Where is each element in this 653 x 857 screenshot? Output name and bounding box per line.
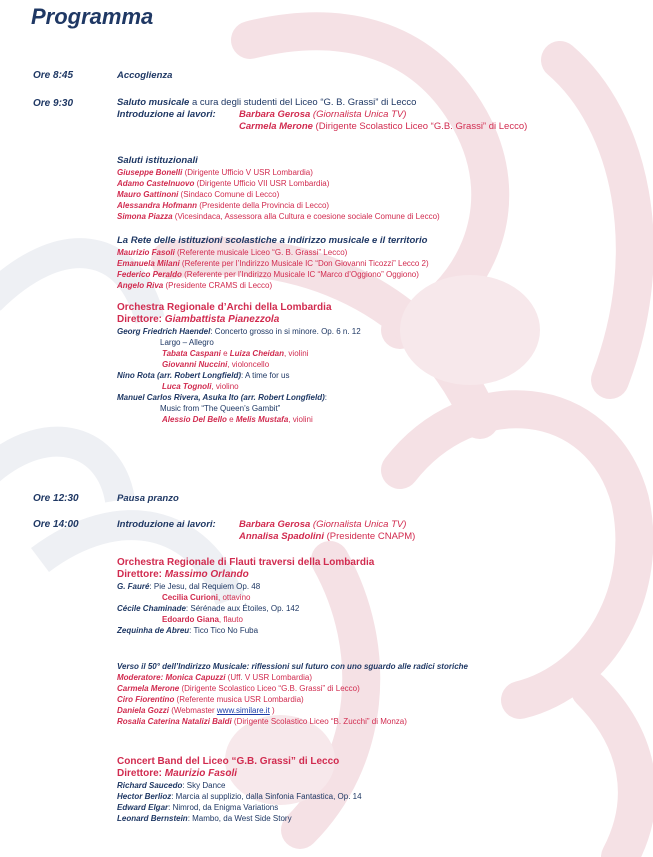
work-item: Nino Rota (arr. Robert Longfield): A time for us	[117, 371, 290, 380]
work-item: Hector Berlioz: Marcia al supplizio, dalla Sinfonia Fantastica, Op. 14	[117, 792, 362, 801]
saluti-heading: Saluti istituzionali	[117, 155, 198, 166]
concert-band-director: Direttore: Maurizio Fasoli	[117, 768, 238, 779]
saluto-item: Adamo Castelnuovo (Dirigente Ufficio VII USR Lombardia)	[117, 179, 330, 188]
time-1230: Ore 12:30	[33, 493, 79, 504]
saluti-istituzionali	[117, 155, 642, 222]
work-item: Leonard Bernstein: Mambo, da West Side Story	[117, 814, 292, 823]
orchestra-archi-director: Direttore: Giambattista Pianezzola	[117, 314, 280, 325]
saluto-item: Giuseppe Bonelli (Dirigente Ufficio V USR Lombardia)	[117, 168, 313, 177]
opening-block	[117, 97, 642, 133]
orchestra-flauti-name: Orchestra Regionale di Flauti traversi della Lombardia	[117, 557, 375, 568]
concert-band-name: Concert Band del Liceo “G.B. Grassi” di Lecco	[117, 756, 340, 767]
work-movement: Largo – Allegro	[160, 338, 214, 347]
rete-heading: La Rete delle istituzioni scolastiche a indirizzo musicale e il territorio	[117, 235, 428, 246]
tavola-rotonda	[117, 661, 642, 727]
rete-item: Angelo Riva (Presidente CRAMS di Lecco)	[117, 281, 273, 290]
rete-block	[117, 235, 642, 291]
saluto-musicale: Saluto musicale a cura degli studenti del Liceo “G. B. Grassi” di Lecco	[117, 97, 417, 108]
page-title: Programma	[31, 4, 154, 29]
accoglienza	[117, 70, 642, 82]
intro-lavori-1: Introduzione ai lavori: Barbara Gerosa (Giornalista Unica TV)	[117, 109, 407, 120]
time-0845: Ore 8:45	[33, 70, 74, 81]
pausa-label: Pausa pranzo	[117, 493, 179, 504]
orchestra-flauti-director: Direttore: Massimo Orlando	[117, 569, 249, 580]
performers: Tabata Caspani e Luiza Cheidan, violini	[162, 349, 309, 358]
time-0930: Ore 9:30	[33, 98, 74, 109]
work-subtitle: Music from “The Queen’s Gambit”	[160, 404, 281, 413]
tavola-heading: Verso il 50° dell’Indirizzo Musicale: riflessioni sul futuro con uno sguardo alle radici storiche	[117, 662, 468, 671]
performers: Luca Tognoli, violino	[162, 382, 239, 391]
work-item: Richard Saucedo: Sky Dance	[117, 781, 226, 790]
work-item: Edward Elgar: Nimrod, da Enigma Variations	[117, 803, 279, 812]
accoglienza-label: Accoglienza	[117, 70, 173, 81]
orchestra-archi-name: Orchestra Regionale d’Archi della Lombardia	[117, 302, 332, 313]
intro-lavori-2: Introduzione ai lavori: Barbara Gerosa (Giornalista Unica TV)	[117, 519, 407, 530]
work-item: Manuel Carlos Rivera, Asuka Ito (arr. Robert Longfield):	[117, 393, 327, 402]
time-1400: Ore 14:00	[33, 519, 79, 530]
performers: Edoardo Giana, flauto	[162, 615, 243, 624]
saluto-item: Mauro Gattinoni (Sindaco Comune di Lecco)	[117, 190, 280, 199]
rete-item: Emanuela Milani (Referente per l’Indirizzo Musicale IC “Don Giovanni Ticozzi” Lecco 2)	[117, 259, 429, 268]
rete-item: Maurizio Fasoli (Referente musicale Liceo “G. B. Grassi” Lecco)	[117, 248, 348, 257]
relatore-item: Rosalia Caterina Natalizi Baldi (Dirigente Scolastico Liceo “B. Zucchi” di Monza)	[117, 717, 407, 726]
orchestra-flauti	[117, 556, 642, 636]
performers: Alessio Del Bello e Melis Mustafa, violini	[162, 415, 313, 424]
rete-item: Federico Peraldo (Referente per l’Indirizzo Musicale IC “Marco d’Oggiono” Oggiono)	[117, 270, 419, 279]
intro-speaker-2b: Annalisa Spadolini (Presidente CNAPM)	[239, 531, 416, 542]
work-item: Georg Friedrich Haendel: Concerto grosso in si minore. Op. 6 n. 12	[117, 327, 361, 336]
similare-link[interactable]: www.similare.it	[216, 706, 270, 715]
afternoon-intro	[117, 519, 642, 543]
performers: Cecilia Curioni, ottavino	[162, 593, 251, 602]
saluto-item: Alessandra Hofmann (Presidente della Provincia di Lecco)	[117, 201, 330, 210]
orchestra-archi	[117, 301, 642, 425]
saluto-item: Simona Piazza (Vicesindaca, Assessora alla Cultura e coesione sociale Comune di Lecco)	[117, 212, 440, 221]
work-item: Zequinha de Abreu: Tico Tico No Fuba	[117, 626, 259, 635]
moderatore: Moderatore: Monica Capuzzi (Uff. V USR Lombardia)	[117, 673, 312, 682]
pausa	[117, 493, 642, 505]
performers: Giovanni Nuccini, violoncello	[162, 360, 270, 369]
relatore-item: Daniela Gozzi (Webmaster www.similare.it )	[117, 706, 275, 715]
concert-band	[117, 755, 642, 824]
relatore-item: Carmela Merone (Dirigente Scolastico Liceo “G.B. Grassi” di Lecco)	[117, 684, 360, 693]
intro-speaker-2: Carmela Merone (Dirigente Scolastico Liceo “G.B. Grassi” di Lecco)	[239, 121, 528, 132]
work-item: Cécile Chaminade: Sérénade aux Étoiles, Op. 142	[117, 604, 300, 613]
relatore-item: Ciro Fiorentino (Referente musica USR Lombardia)	[117, 695, 304, 704]
work-item: G. Fauré: Pie Jesu, dal Requiem Op. 48	[117, 582, 261, 591]
